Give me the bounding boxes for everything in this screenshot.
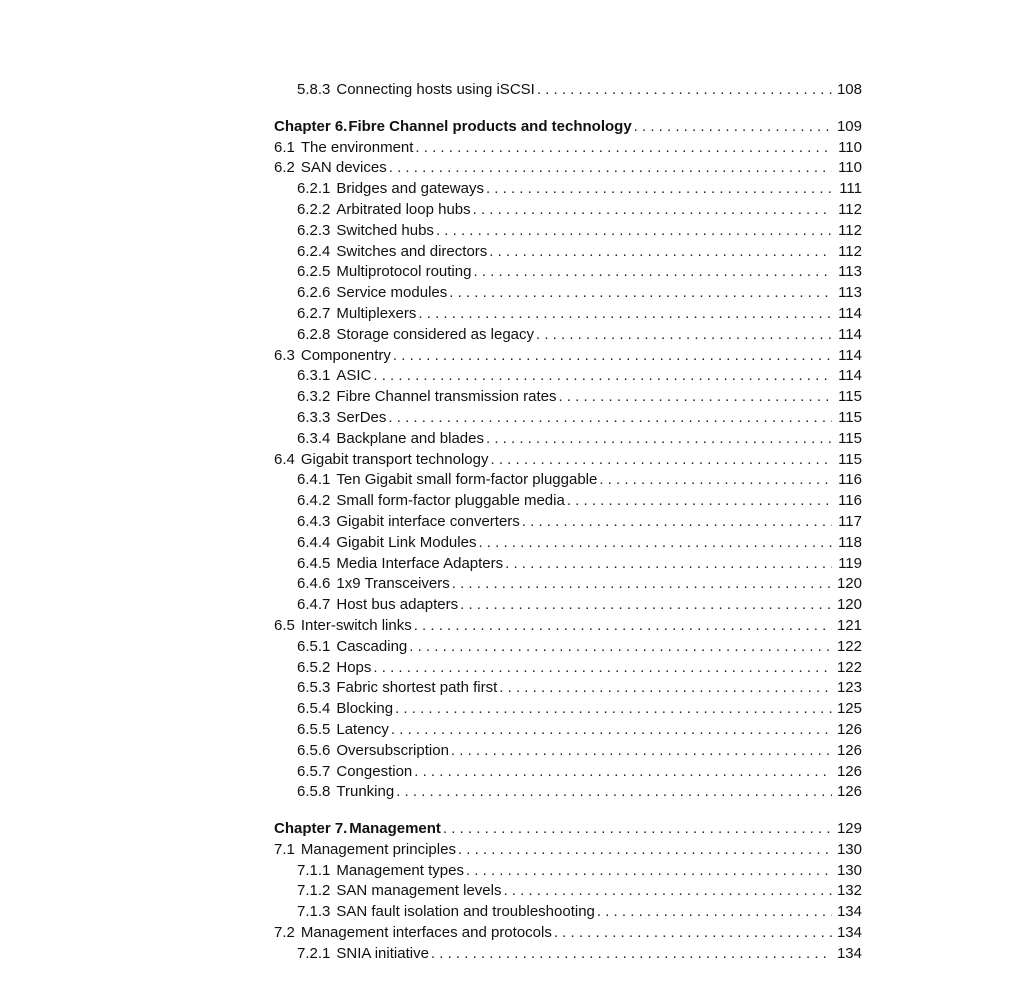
toc-entry[interactable] <box>274 491 862 512</box>
toc-entry-title: Host bus adapters <box>336 596 459 614</box>
toc-entry-number: 6.1 <box>274 138 295 156</box>
toc-entry-number: 6.4.1 <box>297 471 331 489</box>
table-of-contents <box>274 80 862 965</box>
toc-entry-title: Connecting hosts using iSCSI <box>336 81 535 98</box>
toc-entry-page-number: 113 <box>838 263 862 281</box>
toc-entry-page-number: 109 <box>836 117 862 135</box>
toc-entry-number: 6.2.7 <box>297 304 331 322</box>
toc-entry-number: 6.2 <box>274 159 295 177</box>
dot-leader <box>567 491 832 512</box>
toc-entry-title: Service modules <box>336 284 448 302</box>
toc-entry-number: 6.2.4 <box>297 242 331 260</box>
dot-leader <box>486 429 832 450</box>
toc-entry-number: 6.3.2 <box>297 388 331 406</box>
toc-entry-number: Chapter 7. <box>274 820 348 838</box>
toc-entry-page-number: 122 <box>836 658 862 676</box>
toc-entry-number: 6.4.7 <box>297 596 331 614</box>
toc-entry[interactable] <box>274 574 862 595</box>
toc-entry-number: 6.4.3 <box>297 512 331 530</box>
dot-leader <box>458 840 832 861</box>
toc-entry-page-number: 115 <box>838 450 862 468</box>
dot-leader <box>451 741 832 762</box>
toc-entry-number: 6.4.4 <box>297 533 331 551</box>
toc-entry[interactable] <box>274 179 862 200</box>
toc-entry-number: Chapter 6. <box>274 117 348 135</box>
toc-entry-number: 6.3.1 <box>297 367 331 385</box>
toc-entry[interactable] <box>274 923 862 944</box>
dot-leader <box>466 861 832 882</box>
dot-leader <box>554 923 832 944</box>
dot-leader <box>436 221 832 242</box>
dot-leader <box>449 283 832 304</box>
dot-leader <box>373 366 832 387</box>
toc-entry-page-number: 116 <box>838 471 862 489</box>
dot-leader <box>505 554 832 575</box>
toc-entry[interactable] <box>274 741 862 762</box>
toc-entry-page-number: 115 <box>838 429 862 447</box>
toc-entry-page-number: 120 <box>836 596 862 614</box>
toc-entry-title: 1x9 Transceivers <box>336 575 450 593</box>
toc-entry-title: Latency <box>336 720 389 738</box>
toc-entry-number: 6.5.4 <box>297 700 331 718</box>
dot-leader <box>395 699 832 720</box>
toc-entry-title: SerDes <box>336 408 387 426</box>
toc-entry-number: 6.2.6 <box>297 284 331 302</box>
toc-entry-page-number: 112 <box>838 221 862 239</box>
toc-entry-number: 7.1.1 <box>297 861 331 879</box>
toc-entry-title: Fibre Channel transmission rates <box>336 388 557 406</box>
toc-entry-number: 6.3.4 <box>297 429 331 447</box>
toc-entry[interactable] <box>274 616 862 637</box>
dot-leader <box>486 179 832 200</box>
toc-entry[interactable] <box>274 944 862 965</box>
toc-entry-number: 6.5.7 <box>297 762 331 780</box>
toc-entry-title: Gigabit transport technology <box>300 450 489 468</box>
dot-leader <box>490 450 832 471</box>
toc-entry-number: 6.5.6 <box>297 741 331 759</box>
toc-entry[interactable] <box>274 429 862 450</box>
toc-entry-title: Fabric shortest path first <box>336 679 498 697</box>
dot-leader <box>391 720 832 741</box>
toc-entry-page-number: 116 <box>838 492 862 510</box>
dot-leader <box>597 902 832 923</box>
toc-entry-page-number: 118 <box>838 533 862 551</box>
toc-entry-number: 6.5 <box>274 616 295 634</box>
toc-entry[interactable] <box>274 637 862 658</box>
toc-entry-number: 6.5.3 <box>297 679 331 697</box>
toc-entry[interactable] <box>274 678 862 699</box>
toc-entry-number: 6.2.1 <box>297 180 331 198</box>
toc-entry-title: Management principles <box>300 840 456 858</box>
toc-entry-title: SNIA initiative <box>336 944 429 962</box>
toc-entry[interactable] <box>274 346 862 367</box>
toc-entry-page-number: 132 <box>836 882 862 900</box>
toc-entry-title: Multiplexers <box>336 304 417 322</box>
toc-entry-title: Arbitrated loop hubs <box>336 200 471 218</box>
toc-entry[interactable] <box>274 325 862 346</box>
toc-entry-title: Bridges and gateways <box>336 180 484 198</box>
toc-entry-page-number: 134 <box>836 924 862 942</box>
toc-entry[interactable] <box>274 200 862 221</box>
dot-leader <box>634 117 832 138</box>
toc-entry[interactable] <box>274 840 862 861</box>
dot-leader <box>537 80 832 101</box>
toc-entry-page-number: 122 <box>836 637 862 655</box>
toc-entry-page-number: 125 <box>836 700 862 718</box>
toc-entry-number: 6.5.5 <box>297 720 331 738</box>
dot-leader <box>418 304 832 325</box>
dot-leader <box>431 944 832 965</box>
toc-entry-title: Trunking <box>336 783 395 801</box>
toc-entry[interactable] <box>274 80 862 101</box>
toc-entry-number: 6.5.1 <box>297 637 331 655</box>
toc-entry-page-number: 126 <box>836 741 862 759</box>
toc-entry-page-number: 110 <box>838 138 862 156</box>
toc-entry[interactable] <box>274 283 862 304</box>
toc-entry[interactable] <box>274 408 862 429</box>
dot-leader <box>499 678 832 699</box>
toc-entry-title: Fibre Channel products and technology <box>348 117 632 135</box>
toc-entry-page-number: 120 <box>836 575 862 593</box>
dot-leader <box>460 595 832 616</box>
toc-entry-number: 7.1 <box>274 840 295 858</box>
toc-entry[interactable] <box>274 762 862 783</box>
toc-entry[interactable] <box>274 242 862 263</box>
toc-entry[interactable] <box>274 782 862 803</box>
dot-leader <box>478 533 832 554</box>
toc-entry-page-number: 123 <box>836 679 862 697</box>
toc-entry-title: ASIC <box>336 367 372 385</box>
dot-leader <box>599 470 832 491</box>
toc-entry-title: SAN devices <box>300 159 387 177</box>
toc-entry-number: 6.2.3 <box>297 221 331 239</box>
toc-entry-title: Blocking <box>336 700 394 718</box>
toc-chapter-entry[interactable] <box>274 819 862 840</box>
toc-entry-page-number: 111 <box>839 180 862 198</box>
dot-leader <box>414 616 832 637</box>
dot-leader <box>489 242 832 263</box>
toc-entry-page-number: 130 <box>836 840 862 858</box>
toc-chapter-entry[interactable] <box>274 117 862 138</box>
toc-entry-number: 6.4.6 <box>297 575 331 593</box>
dot-leader <box>522 512 832 533</box>
toc-entry-number: 6.4.5 <box>297 554 331 572</box>
toc-entry-title: Componentry <box>300 346 391 364</box>
toc-entry-page-number: 108 <box>836 81 862 98</box>
toc-entry-title: Backplane and blades <box>336 429 484 447</box>
dot-leader <box>414 762 832 783</box>
toc-entry-title: Switches and directors <box>336 242 488 260</box>
dot-leader <box>452 574 832 595</box>
toc-entry-title: Small form-factor pluggable media <box>336 492 565 510</box>
toc-entry-title: SAN management levels <box>336 882 502 900</box>
toc-entry-title: Management <box>349 820 441 838</box>
toc-entry-title: Media Interface Adapters <box>336 554 504 572</box>
toc-entry-page-number: 126 <box>836 720 862 738</box>
toc-entry-page-number: 112 <box>838 200 862 218</box>
toc-entry[interactable] <box>274 595 862 616</box>
dot-leader <box>415 138 832 159</box>
toc-entry-page-number: 117 <box>838 512 862 530</box>
toc-entry-number: 6.5.2 <box>297 658 331 676</box>
toc-entry-number: 6.3.3 <box>297 408 331 426</box>
toc-entry-title: Multiprotocol routing <box>336 263 472 281</box>
toc-entry-number: 6.2.5 <box>297 263 331 281</box>
toc-entry-title: Oversubscription <box>336 741 449 759</box>
toc-entry-page-number: 110 <box>838 159 862 177</box>
toc-entry-page-number: 113 <box>838 284 862 302</box>
toc-entry[interactable] <box>274 262 862 283</box>
toc-entry[interactable] <box>274 387 862 408</box>
toc-entry[interactable] <box>274 658 862 679</box>
toc-entry-number: 6.4 <box>274 450 295 468</box>
toc-entry-title: Gigabit Link Modules <box>336 533 477 551</box>
toc-entry-page-number: 115 <box>838 388 862 406</box>
toc-entry-page-number: 126 <box>836 783 862 801</box>
toc-entry-page-number: 121 <box>836 616 862 634</box>
toc-entry-number: 7.1.3 <box>297 903 331 921</box>
toc-entry[interactable] <box>274 861 862 882</box>
toc-entry-number: 6.5.8 <box>297 783 331 801</box>
toc-entry[interactable] <box>274 902 862 923</box>
toc-entry-title: Inter-switch links <box>300 616 412 634</box>
toc-entry-page-number: 114 <box>838 325 862 343</box>
toc-entry-title: Cascading <box>336 637 408 655</box>
toc-entry-title: Storage considered as legacy <box>336 325 534 343</box>
toc-entry[interactable] <box>274 533 862 554</box>
toc-entry-number: 7.2 <box>274 924 295 942</box>
toc-entry-number: 6.4.2 <box>297 492 331 510</box>
toc-entry-page-number: 114 <box>838 304 862 322</box>
dot-leader <box>503 881 832 902</box>
toc-entry-title: Switched hubs <box>336 221 434 239</box>
toc-entry[interactable] <box>274 138 862 159</box>
toc-entry-title: Hops <box>336 658 372 676</box>
dot-leader <box>388 408 832 429</box>
toc-entry[interactable] <box>274 158 862 179</box>
toc-entry-number: 6.2.2 <box>297 200 331 218</box>
toc-entry[interactable] <box>274 221 862 242</box>
toc-entry-page-number: 115 <box>838 408 862 426</box>
toc-entry[interactable] <box>274 450 862 471</box>
toc-entry-number: 7.1.2 <box>297 882 331 900</box>
toc-entry-page-number: 112 <box>838 242 862 260</box>
toc-entry-title: Gigabit interface converters <box>336 512 520 530</box>
dot-leader <box>373 658 832 679</box>
toc-entry-number: 5.8.3 <box>297 81 331 98</box>
toc-entry-title: Management types <box>336 861 464 879</box>
toc-entry-number: 6.2.8 <box>297 325 331 343</box>
toc-entry[interactable] <box>274 512 862 533</box>
dot-leader <box>443 819 832 840</box>
toc-entry-page-number: 134 <box>836 903 862 921</box>
toc-entry[interactable] <box>274 366 862 387</box>
toc-entry-title: Congestion <box>336 762 413 780</box>
dot-leader <box>393 346 832 367</box>
toc-entry-page-number: 130 <box>836 861 862 879</box>
dot-leader <box>536 325 832 346</box>
toc-entry-page-number: 126 <box>836 762 862 780</box>
toc-entry[interactable] <box>274 554 862 575</box>
dot-leader <box>396 782 832 803</box>
toc-entry[interactable] <box>274 470 862 491</box>
toc-entry[interactable] <box>274 699 862 720</box>
toc-entry-page-number: 129 <box>836 820 862 838</box>
toc-entry-title: SAN fault isolation and troubleshooting <box>336 903 595 921</box>
toc-entry-page-number: 134 <box>836 944 862 962</box>
toc-entry-page-number: 114 <box>838 367 862 385</box>
toc-entry-number: 6.3 <box>274 346 295 364</box>
toc-entry-number: 7.2.1 <box>297 944 331 962</box>
toc-entry-page-number: 114 <box>838 346 862 364</box>
dot-leader <box>409 637 832 658</box>
dot-leader <box>558 387 832 408</box>
toc-entry-page-number: 119 <box>838 554 862 572</box>
toc-entry[interactable] <box>274 881 862 902</box>
dot-leader <box>473 262 832 283</box>
toc-entry-title: Management interfaces and protocols <box>300 924 552 942</box>
toc-entry-title: The environment <box>300 138 414 156</box>
dot-leader <box>389 158 832 179</box>
toc-entry[interactable] <box>274 720 862 741</box>
dot-leader <box>473 200 832 221</box>
toc-entry[interactable] <box>274 304 862 325</box>
toc-entry-title: Ten Gigabit small form-factor pluggable <box>336 471 598 489</box>
